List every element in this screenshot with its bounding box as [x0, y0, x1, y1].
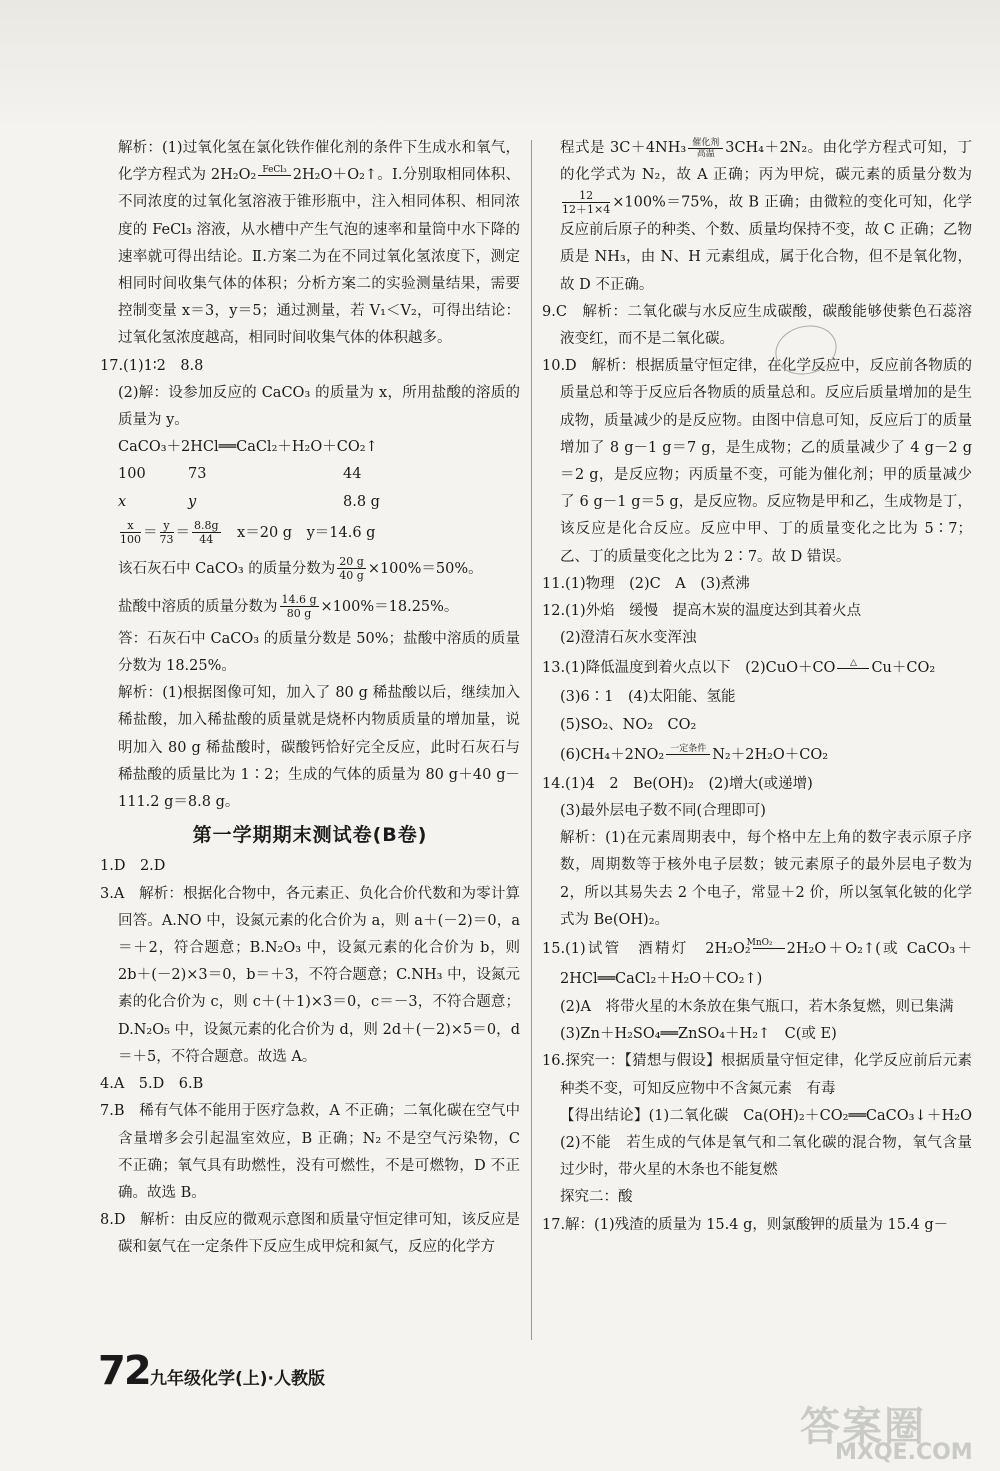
answer-15-3: (3)Zn＋H₂SO₄══ZnSO₄＋H₂↑ C(或 E)	[560, 1026, 837, 1043]
answer-16-2: 【得出结论】(1)二氧化碳 Ca(OH)₂＋CO₂══CaCO₃↓＋H₂O (2)不能 若生成的气体是氧气和二氧化碳的混合物，氧气含量过少时，带火星的木条也不能复燃	[560, 1107, 987, 1179]
answer-9: 9.C 解析：二氧化碳与水反应生成碳酸，碳酸能够使紫色石蕊溶液变红，而不是二氧化碳。	[542, 303, 972, 347]
fecl3-condition: FeCl₃	[258, 165, 290, 186]
ratio-row-1: 100 73 44	[118, 466, 362, 483]
q17-part1: 17.(1)1∶2 8.8	[100, 357, 204, 374]
answer-11: 11.(1)物理 (2)C A (3)煮沸	[542, 575, 750, 592]
answer-1-2: 1.D 2.D	[100, 858, 166, 875]
answer-17: 17.解：(1)残渣的质量为 15.4 g，则氯酸钾的质量为 15.4 g－	[542, 1216, 949, 1233]
answer-16-3: 探究二：酸	[560, 1189, 633, 1206]
watermark-logo: 答案圈	[800, 1404, 926, 1450]
answer-3: 3.A 解析：根据化合物中，各元素正、负化合价代数和为零计算回答。A.NO 中，设氮元素的化合价为 a，则 a＋(－2)＝0，a＝＋2，符合题意；B.N₂O₃ 中，设氮元素的化合价为 b，则 2b＋(－2)×3＝0，b＝＋3，不符合题意；C.NH₃ 中，设氮元素的化合价为 c，则 c＋(＋1)×3＝0，c＝－3，不符合题意；D.N₂O₅ 中，设氮元素的化合价为 d，则 2d＋(－2)×5＝0，d＝＋5，不符合题意。故选 A。	[100, 885, 520, 1065]
answer-15-1: 15.(1)试管 酒精灯 2H₂O₂ MnO₂ 2H₂O＋O₂↑(或 CaCO₃＋2HCl══CaCl₂＋H₂O＋CO₂↑)	[542, 938, 972, 987]
answer-14-2: (3)最外层电子数不同(合理即可)	[560, 802, 766, 819]
right-column	[542, 135, 987, 1239]
answer-8-continued: 程式是 3C＋4NH₃ 催化剂 高温 3CH₄＋2N₂。由化学方程式可知，丁的化学式为 N₂，故 A 正确；丙为甲烷，碳元素的质量分数为 $\frac{12}{12+1\times 4}$ ×100%＝75%，故 B 正确；由微粒的变化可知，化学反应前后原子的种类、个数、质量均保持不变，故 C 正确；乙物质是 NH₃，由 N、H 元素组成，属于化合物，但不是氧化物，故 D 不正确。	[560, 137, 972, 293]
caco3-mass-fraction: 该石灰石中 CaCO₃ 的质量分数为 $\frac{20 g}{40 g}$ ×100%＝50%。	[118, 555, 483, 583]
book-title: 九年级化学(上)·人教版	[150, 1369, 325, 1389]
answer-8: 8.D 解析：由反应的微观示意图和质量守恒定律可知，该反应是碳和氨气在一定条件下反应生成甲烷和氮气，反应的化学方	[100, 1212, 520, 1256]
q17-answer: 答：石灰石中 CaCO₃ 的质量分数是 50%；盐酸中溶质的质量分数为 18.25%。	[118, 630, 520, 675]
watermark-site: MXQE.COM	[835, 1440, 973, 1465]
answer-16-1: 16.探究一：【猜想与假设】根据质量守恒定律，化学反应前后元素种类不变，可知反应物中不含氮元素 有毒	[542, 1053, 972, 1097]
answer-14-analysis: 解析：(1)在元素周期表中，每个格中左上角的数字表示原子序数，周期数等于核外电子层数；铍元素原子的最外层电子数为 2，所以其易失去 2 个电子，常显＋2 价，所以氢氧化铍的化学式为 Be(OH)₂。	[560, 830, 972, 928]
answer-14-1: 14.(1)4 2 Be(OH)₂ (2)增大(或递增)	[542, 775, 813, 792]
answer-4-6: 4.A 5.D 6.B	[100, 1076, 204, 1093]
answer-13-1: 13.(1)降低温度到着火点以下 (2)CuO＋CO △ Cu＋CO₂	[542, 657, 936, 677]
ratio-row-2: x y 8.8 g	[118, 493, 380, 510]
answer-13-4: (6)CH₄＋2NO₂ 一定条件 N₂＋2H₂O＋CO₂	[560, 744, 829, 763]
top-shade	[0, 0, 1000, 130]
column-divider	[531, 140, 532, 1340]
hcl-mass-fraction: 盐酸中溶质的质量分数为 $\frac{14.6 g}{80 g}$ ×100%＝18.25%。	[118, 593, 459, 621]
answer-12-2: (2)澄清石灰水变浑浊	[560, 630, 697, 647]
q16-analysis: 解析：(1)过氧化氢在氯化铁作催化剂的条件下生成水和氧气，化学方程式为 2H₂O₂ FeCl₃ 2H₂O＋O₂↑。Ⅰ.分别取相同体积、不同浓度的过氧化氢溶液于锥形瓶中，注入相同体积、相同浓度的 FeCl₃ 溶液，从水槽中产生气泡的速率和量筒中水下降的速率就可得出结论。Ⅱ.方案二为在不同过氧化氢浓度下，测定相同时间收集气体的体积；分析方案二的实验测量结果，需要控制变量 x＝3，y＝5；通过测量，若 V₁＜V₂，可得出结论：过氧化氢浓度越高，相同时间收集气体的体积越多。	[118, 140, 520, 347]
answer-13-3: (5)SO₂、NO₂ CO₂	[560, 716, 697, 733]
answer-12-1: 12.(1)外焰 缓慢 提高木炭的温度达到其着火点	[542, 602, 862, 619]
q17-analysis: 解析：(1)根据图像可知，加入了 80 g 稀盐酸以后，继续加入稀盐酸，加入稀盐酸的质量就是烧杯内物质质量的增加量，说明加入 80 g 稀盐酸时，碳酸钙恰好完全反应，此时石灰石与稀盐酸的质量比为 1∶2；生成的气体的质量为 80 g＋40 g－111.2 g＝8.8 g。	[118, 685, 520, 811]
q17-part2: (2)解：设参加反应的 CaCO₃ 的质量为 x，所用盐酸的溶质的质量为 y。	[118, 384, 520, 429]
answer-10: 10.D 解析：根据质量守恒定律，在化学反应中，反应前各物质的质量总和等于反应后各物质的质量总和。反应后质量增加的是生成物，质量减少的是反应物。由图中信息可知，反应后丁的质量增加了 8 g－1 g＝7 g，是生成物；乙的质量减少了 4 g－2 g＝2 g，是反应物；丙质量不变，可能为催化剂；甲的质量减少了 6 g－1 g＝5 g，是反应物。反应物是甲和乙，生成物是丁，该反应是化合反应。反应中甲、丁的质量变化之比为 5∶7；乙、丁的质量变化之比为 2∶7。故 D 错误。	[542, 358, 972, 565]
proportion-equation: $\frac{x}{100}$ ＝ $\frac{y}{73}$ ＝ $\frac{8.8g}{44}$ x＝20 g y＝14.6 g	[120, 519, 376, 547]
answer-15-2: (2)A 将带火星的木条放在集气瓶口，若木条复燃，则已集满	[560, 998, 954, 1015]
reaction-equation: CaCO₃＋2HCl══CaCl₂＋H₂O＋CO₂↑	[118, 439, 378, 456]
section-title: 第一学期期末测试卷(B卷)	[192, 824, 428, 847]
left-column	[100, 135, 520, 1262]
answer-7: 7.B 稀有气体不能用于医疗急救，A 不正确；二氧化碳在空气中含量增多会引起温室效应，B 正确；N₂ 不是空气污染物，C 不正确；氧气具有助燃性，没有可燃性，不是可燃物，D 不正确。故选 B。	[100, 1103, 520, 1201]
answer-13-2: (3)6∶1 (4)太阳能、氢能	[560, 689, 736, 706]
page-number: 72	[98, 1348, 150, 1394]
